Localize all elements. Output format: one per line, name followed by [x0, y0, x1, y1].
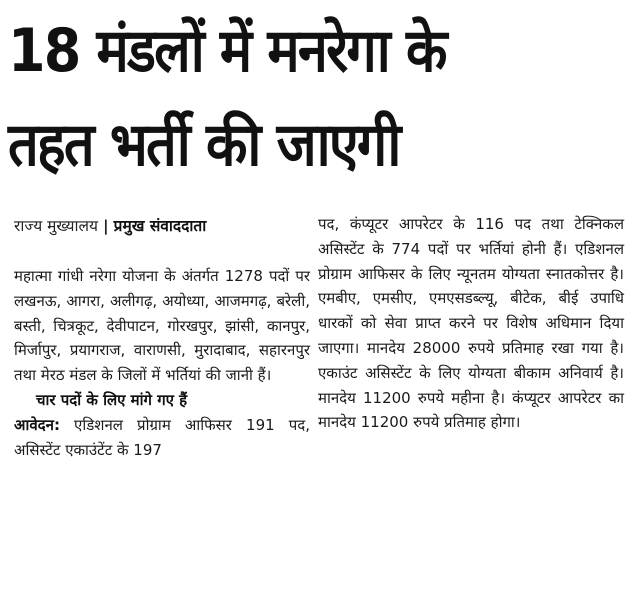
applications-text: एडिशनल प्रोग्राम आफिसर 191 पद, असिस्टेंट एकाउंटेंट के 197 [14, 415, 310, 459]
headline-line-1: 18 मंडलों में मनरेगा के [8, 16, 446, 86]
continuation-paragraph: पद, कंप्यूटर आपरेटर के 116 पद तथा टेक्निकल असिस्टेंट के 774 पदों पर भर्तियां होनी हैं। एडिशनल प्रोग्राम आफिसर के लिए न्यूनतम योग्यता स्नातकोत्तर है। एमबीए, एमसीए, एमएसडब्ल्यू, बीटेक, बीई उपाधि धारकों को सेवा प्राप्त करने पर विशेष अधिमान दिया जाएगा। मानदेय 28000 रुपये प्रतिमाह रखा गया है। एकाउंट असिस्टेंट के लिए योग्यता बीकाम अनिवार्य है। मानदेय 11200 रुपये महीना है। कंप्यूटर आपरेटर का मानदेय 11200 रुपये प्रतिमाह होगा। [318, 215, 624, 432]
article-column-left [14, 212, 310, 462]
article-column-right [318, 212, 624, 435]
headline-line-2: तहत भर्ती की जाएगी [8, 110, 400, 180]
intro-paragraph: महात्मा गांधी नरेगा योजना के अंतर्गत 1278 पदों पर लखनऊ, आगरा, अलीगढ़, अयोध्या, आजमगढ़, बरेली, बस्ती, चित्रकूट, देवीपाटन, गोरखपुर, झांसी, कानपुर, मिर्जापुर, प्रयागराज, वाराणसी, मुरादाबाद, सहारनपुर तथा मेरठ मंडल के जिलों में भर्तियां की जानी हैं। [14, 267, 310, 385]
byline [14, 212, 310, 244]
subheading: चार पदों के लिए मांगे गए हैं [36, 390, 188, 409]
headline [8, 4, 570, 192]
byline-separator: | [102, 217, 109, 235]
applications-label: आवेदन: [14, 415, 60, 434]
applications-paragraph [14, 413, 310, 463]
byline-reporter: प्रमुख संवाददाता [113, 217, 207, 235]
byline-bureau: राज्य मुख्यालय [14, 217, 98, 235]
byline-gap [14, 244, 310, 264]
